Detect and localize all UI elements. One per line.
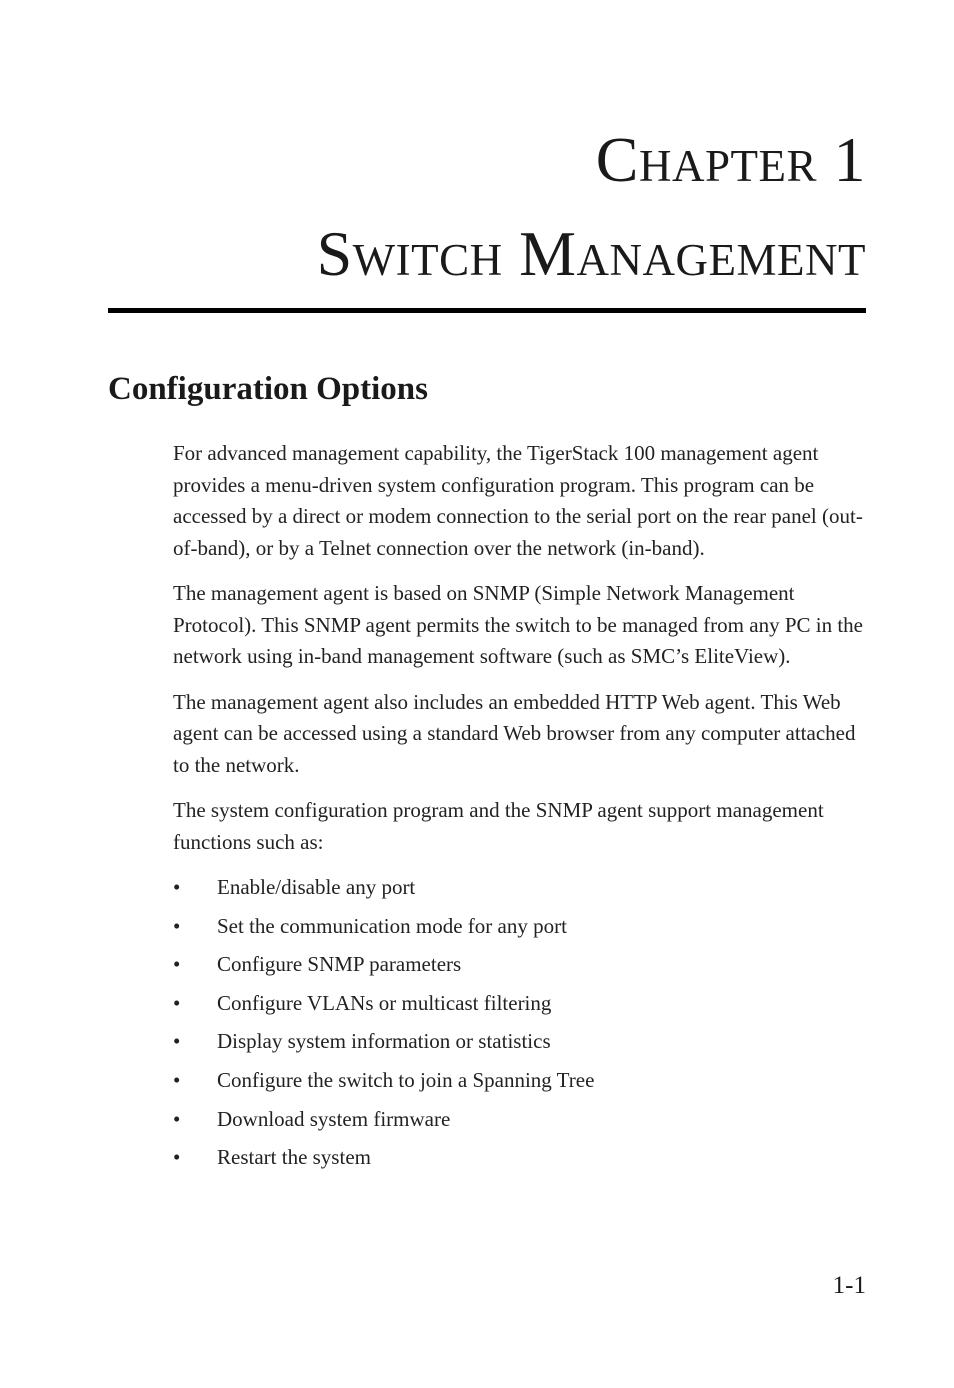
- chapter-title: Switch Management: [316, 218, 866, 289]
- bullet-icon: •: [173, 1029, 181, 1054]
- bullet-icon: •: [173, 913, 181, 938]
- page-number: 1-1: [832, 1272, 866, 1299]
- list-item-text: Enable/disable any port: [217, 875, 416, 899]
- paragraph-intro: For advanced management capability, the TigerStack 100 management agent provides a menu-driven system configuration program. This program can be accessed by a direct or modem connection to the serial port on the rear panel (out-of-band), or by a Telnet connection over the network (in-band).: [173, 441, 863, 560]
- list-item-text: Configure SNMP parameters: [217, 952, 462, 977]
- list-item-text: Configure the switch to join a Spanning Tree: [217, 1067, 595, 1092]
- list-item-text: Display system information or statistics: [217, 1029, 551, 1054]
- paragraph-functions-intro: The system configuration program and the SNMP agent support management functions such as:: [173, 798, 824, 854]
- list-item: [173, 988, 865, 1027]
- list-item: [173, 872, 865, 911]
- list-item-text: Configure VLANs or multicast filtering: [217, 990, 552, 1015]
- list-item: [173, 1104, 865, 1143]
- chapter-label: Chapter 1: [595, 124, 866, 195]
- list-item-text: Set the communication mode for any port: [217, 913, 567, 938]
- bullet-icon: •: [173, 952, 181, 977]
- management-functions-list: [173, 872, 865, 1181]
- list-item: [173, 1142, 865, 1181]
- list-item: [173, 949, 865, 988]
- list-item: [173, 1065, 865, 1104]
- section-title: Configuration Options: [108, 371, 428, 407]
- bullet-icon: •: [173, 1145, 181, 1170]
- list-item: [173, 911, 865, 950]
- paragraph-snmp: The management agent is based on SNMP (Simple Network Management Protocol). This SNMP agent permits the switch to be managed from any PC in the network using in-band management software (such as SMC’s EliteView).: [173, 581, 863, 668]
- section-body: [173, 438, 865, 1181]
- bullet-icon: •: [173, 875, 181, 899]
- list-item-text: Restart the system: [217, 1145, 371, 1170]
- paragraph-web-agent: The management agent also includes an embedded HTTP Web agent. This Web agent can be accessed using a standard Web browser from any computer attached to the network.: [173, 689, 856, 777]
- list-item: [173, 1026, 865, 1065]
- bullet-icon: •: [173, 1106, 181, 1131]
- chapter-divider-rule: [108, 308, 866, 313]
- bullet-icon: •: [173, 1067, 181, 1092]
- bullet-icon: •: [173, 990, 181, 1015]
- list-item-text: Download system firmware: [217, 1106, 451, 1131]
